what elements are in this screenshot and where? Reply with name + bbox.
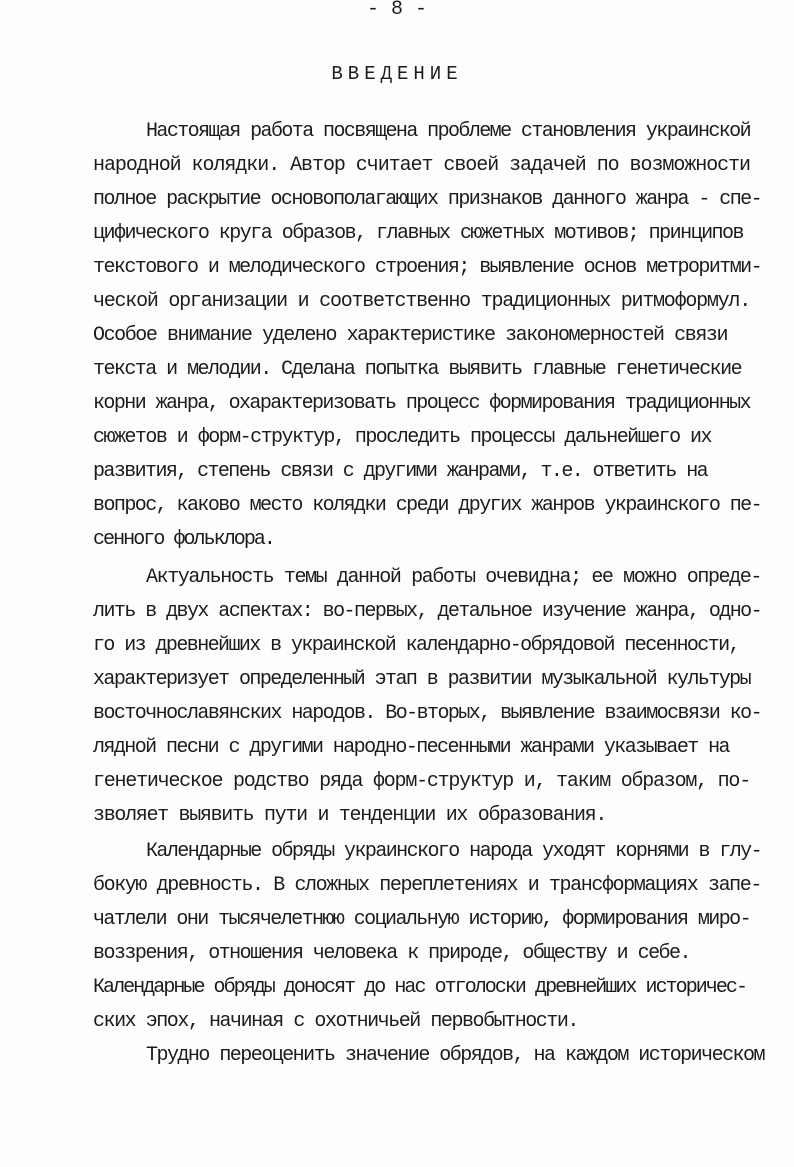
text-line: цифического круга образов, главных сюжетных мотивов; принципов [93,222,744,245]
text-line: Актуальность темы данной работы очевидна; ее можно опреде- [146,566,761,589]
text-line: лядной песни с другими народно-песенными жанрами указывает на [93,736,729,759]
text-line: ских эпох, начиная с охотничьей первобытности. [93,1010,578,1033]
text-line: бокую древность. В сложных переплетениях и трансформациях запе- [93,874,761,897]
text-line: текста и мелодии. Сделана попытка выявить главные генетические [93,358,742,381]
text-line: сюжетов и форм-структур, проследить процессы дальнейшего их [93,426,711,449]
text-line: Календарные обряды доносят до нас отголоски древнейших историчес- [93,976,746,999]
text-line: полное раскрытие основополагающих признаков данного жанра - спе- [93,188,762,211]
text-line: Календарные обряды украинского народа уходят корнями в глу- [146,840,762,863]
text-line: чатлели они тысячелетнюю социальную историю, формирования миро- [93,908,751,931]
text-line: народной колядки. Автор считает своей задачей по возможности [93,154,750,177]
text-line: ческой организации и соответственно традиционных ритмоформул. [93,290,750,313]
text-line: характеризует определенный этап в развитии музыкальной культуры [93,668,751,691]
text-line: вопрос, каково место колядки среди других жанров украинского пе- [93,494,762,517]
text-line: корни жанра, охарактеризовать процесс формирования традиционных [93,392,751,415]
text-line: Особое внимание уделено характеристике закономерностей связи [93,324,728,347]
text-line: Настоящая работа посвящена проблеме становления украинской [146,120,751,143]
page-number: - 8 - [366,0,427,21]
text-line: Трудно переоценить значение обрядов, на каждом историческом [146,1044,764,1067]
section-heading: ВВЕДЕНИЕ [331,63,463,85]
text-line: текстового и мелодического строения; выявление основ метроритми- [93,256,762,279]
text-line: воззрения, отношения человека к природе, обществу и себе. [93,942,690,965]
text-line: лить в двух аспектах: во-первых, детальное изучение жанра, одно- [93,600,762,623]
text-line: восточнославянских народов. Во-вторых, выявление взаимосвязи ко- [93,702,762,725]
text-line: развития, степень связи с другими жанрами, т.е. ответить на [93,460,708,483]
text-line: го из древнейших в украинской календарно-обрядовой песенности, [93,634,739,657]
text-line: зволяет выявить пути и тенденции их образования. [93,804,607,827]
text-line: генетическое родство ряда форм-структур и, таким образом, по- [93,770,750,793]
text-line: сенного фольклора. [93,528,274,551]
